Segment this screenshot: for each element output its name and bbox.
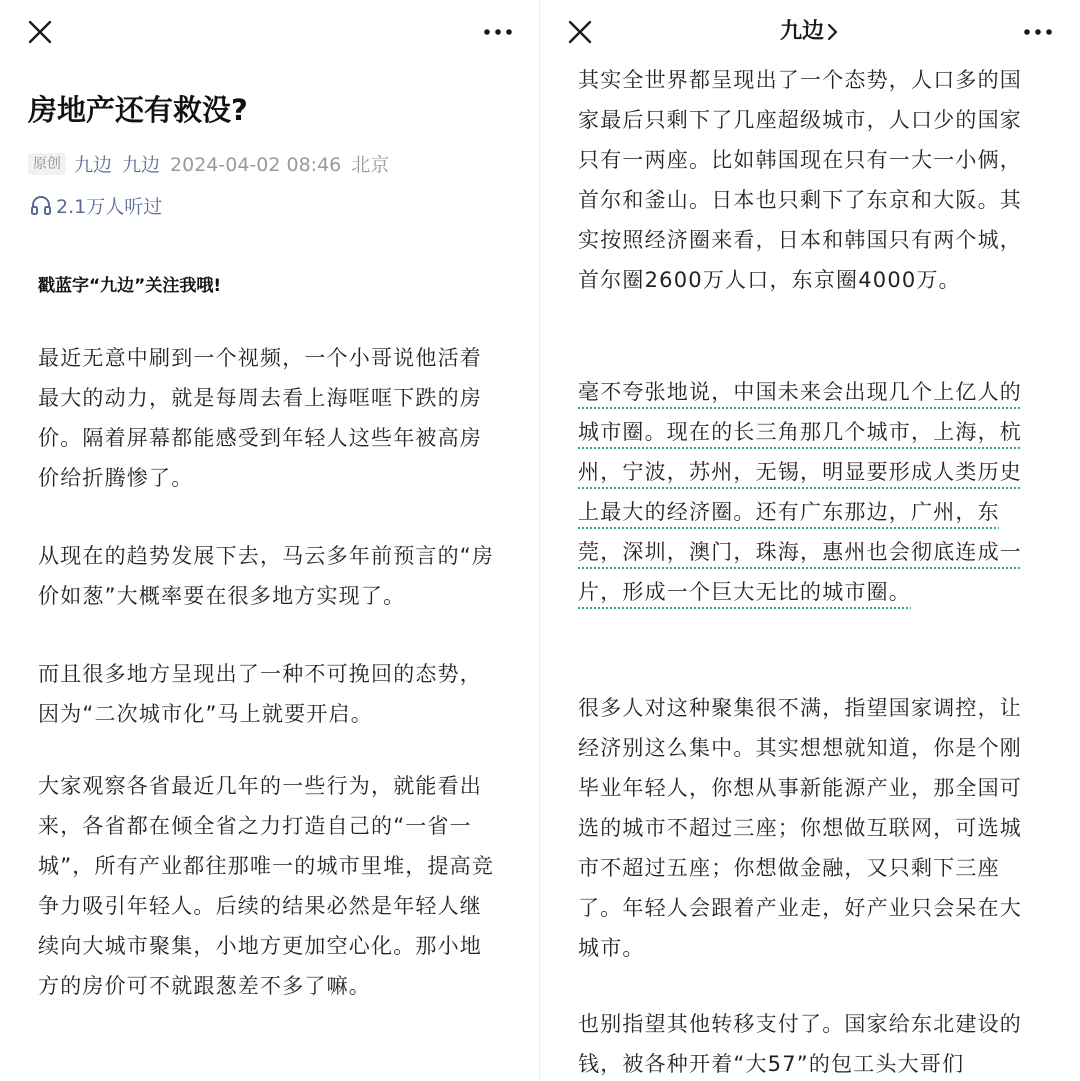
author-name[interactable]: 九边 (74, 154, 113, 176)
paragraph: 其实全世界都呈现出了一个态势，人口多的国家最后只剩下了几座超级城市，人口少的国家只有一两座。比如韩国现在只有一大一小俩，首尔和釜山。日本也只剩下了东京和大阪。其实按照经济圈来看，日本和韩国只有两个城，首尔圈2600万人口，东京圈4000万。 (578, 68, 1022, 292)
chevron-right-icon (826, 22, 840, 42)
paragraph: 也别指望其他转移支付了。国家给东北建设的钱，被各种开着“大57”的包工头大哥们 (578, 1012, 1022, 1076)
more-button[interactable] (1018, 14, 1058, 50)
article-meta (28, 150, 528, 180)
headphones-icon (30, 194, 52, 216)
publish-location: 北京 (351, 154, 390, 176)
follow-prompt: 戳蓝字“九边”关注我哦! (38, 276, 222, 296)
top-bar (0, 0, 540, 64)
top-bar (540, 0, 1080, 64)
close-button[interactable] (22, 14, 58, 50)
more-icon (1018, 14, 1058, 50)
paragraph: 而且很多地方呈现出了一种不可挽回的态势，因为“二次城市化”马上就要开启。 (38, 662, 482, 726)
account-name: 九边 (779, 19, 824, 44)
paragraph: 大家观察各省最近几年的一些行为，就能看出来，各省都在倾全省之力打造自己的“一省一城”，所有产业都往那唯一的城市里堆，提高竞争力吸引年轻人。后续的结果必然是年轻人继续向大城市聚集，小地方更加空心化。那小地方的房价可不就跟葱差不多了嘛。 (38, 774, 495, 998)
listen-button[interactable] (30, 192, 162, 222)
more-button[interactable] (478, 14, 518, 50)
highlighted-text[interactable]: 毫不夸张地说，中国未来会出现几个上亿人的城市圈。现在的长三角那几个城市，上海，杭州，宁波，苏州，无锡，明显要形成人类历史上最大的经济圈。还有广东那边，广州，东莞，深圳，澳门，珠海，惠州也会彻底连成一片，形成一个巨大无比的城市圈。 (578, 380, 1022, 604)
paragraph: 最近无意中刷到一个视频，一个小哥说他活着最大的动力，就是每周去看上海哐哐下跌的房价。隔着屏幕都能感受到年轻人这些年被高房价给折腾惨了。 (38, 346, 482, 490)
account-link[interactable]: 九边 (122, 154, 161, 176)
account-name-button[interactable] (730, 14, 890, 50)
publish-datetime: 2024-04-02 08:46 (170, 154, 342, 176)
more-icon (478, 14, 518, 50)
article-title: 房地产还有救没? (28, 93, 248, 127)
paragraph: 很多人对这种聚集很不满，指望国家调控，让经济别这么集中。其实想想就知道，你是个刚毕业年轻人，你想从事新能源产业，那全国可选的城市不超过三座；你想做互联网，可选城市不超过五座；你想做金融，又只剩下三座了。年轻人会跟着产业走，好产业只会呆在大城市。 (578, 696, 1022, 960)
paragraph: 从现在的趋势发展下去，马云多年前预言的“房价如葱”大概率要在很多地方实现了。 (38, 544, 495, 608)
listen-count: 2.1万人听过 (56, 196, 163, 218)
article-screen-right (540, 0, 1080, 1081)
original-badge: 原创 (28, 153, 66, 175)
close-button[interactable] (562, 14, 598, 50)
close-icon (22, 14, 58, 50)
close-icon (562, 14, 598, 50)
paragraph (578, 372, 1044, 612)
